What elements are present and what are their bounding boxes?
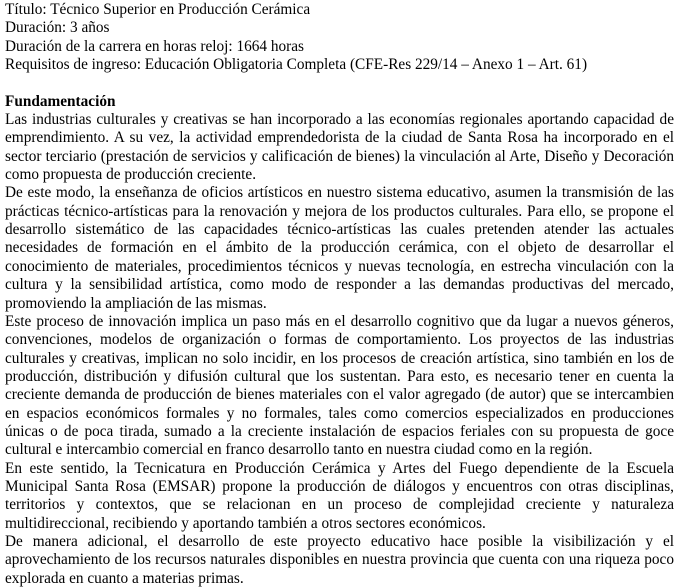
paragraph-3: Este proceso de innovación implica un paso más en el desarrollo cognitivo que da lugar a nuevos géneros, convenciones, modelos de organización o formas de comportamiento. Los proyectos de las industrias culturales y creativas, implican no solo incidir, en los procesos de creación artística, sino también en los de producción, distribución y difusión cultural que los sustentan. Para esto, es necesario tener en cuenta la creciente demanda de producción de bienes materiales con el valor agregado (de autor) que se intercambien en espacios económicos formales y no formales, tales como comercios especializados en producciones únicas o de poca tirada, sumado a la creciente instalación de espacios feriales con su propuesta de goce cultural e intercambio comercial en franco desarrollo tanto en nuestra ciudad como en la región. (5, 312, 674, 459)
duration-line: Duración: 3 años (5, 19, 110, 37)
section-heading: Fundamentación (5, 92, 116, 110)
fundamentacion-section (5, 93, 674, 588)
document-metadata (5, 1, 674, 74)
paragraph-5: De manera adicional, el desarrollo de este proyecto educativo hace posible la visibilización y el aprovechamiento de los recursos naturales disponibles en nuestra provincia que cuenta con una riqueza poco explorada en cuanto a materias primas. (5, 532, 674, 587)
paragraph-4: En este sentido, la Tecnicatura en Producción Cerámica y Artes del Fuego dependiente de la Escuela Municipal Santa Rosa (EMSAR) propone la producción de diálogos y encuentros con otras disciplinas, territorios y contextos, que se relacionan en un proceso de complejidad creciente y naturaleza multidireccional, recibiendo y aportando también a otros sectores económicos. (5, 459, 674, 532)
paragraph-1: Las industrias culturales y creativas se han incorporado a las economías regionales aportando capacidad de emprendimiento. A su vez, la actividad emprendedorista de la ciudad de Santa Rosa ha incorporado en el sector terciario (prestación de servicios y calificación de bienes) la vinculación al Arte, Diseño y Decoración como propuesta de producción creciente. (5, 111, 674, 184)
requirements-line: Requisitos de ingreso: Educación Obligatoria Completa (CFE-Res 229/14 – Anexo 1 – Art. 61) (5, 56, 588, 74)
title-line: Título: Técnico Superior en Producción Cerámica (5, 1, 311, 18)
blank-line (5, 74, 674, 92)
paragraph-2: De este modo, la enseñanza de oficios artísticos en nuestro sistema educativo, asumen la transmisión de las prácticas técnico-artísticas para la renovación y mejora de los productos culturales. Para ello, se propone el desarrollo sistemático de las capacidades técnico-artísticas las cuales pretenden atender las actuales necesidades de formación en el ámbito de la producción cerámica, con el objeto de desarrollar el conocimiento de materiales, procedimientos técnicos y nuevas tecnología, en estrecha vinculación con la cultura y la sensibilidad artística, como modo de responder a las demandas productivas del mercado, promoviendo la ampliación de las mismas. (5, 184, 674, 312)
hours-line: Duración de la carrera en horas reloj: 1664 horas (5, 37, 305, 55)
